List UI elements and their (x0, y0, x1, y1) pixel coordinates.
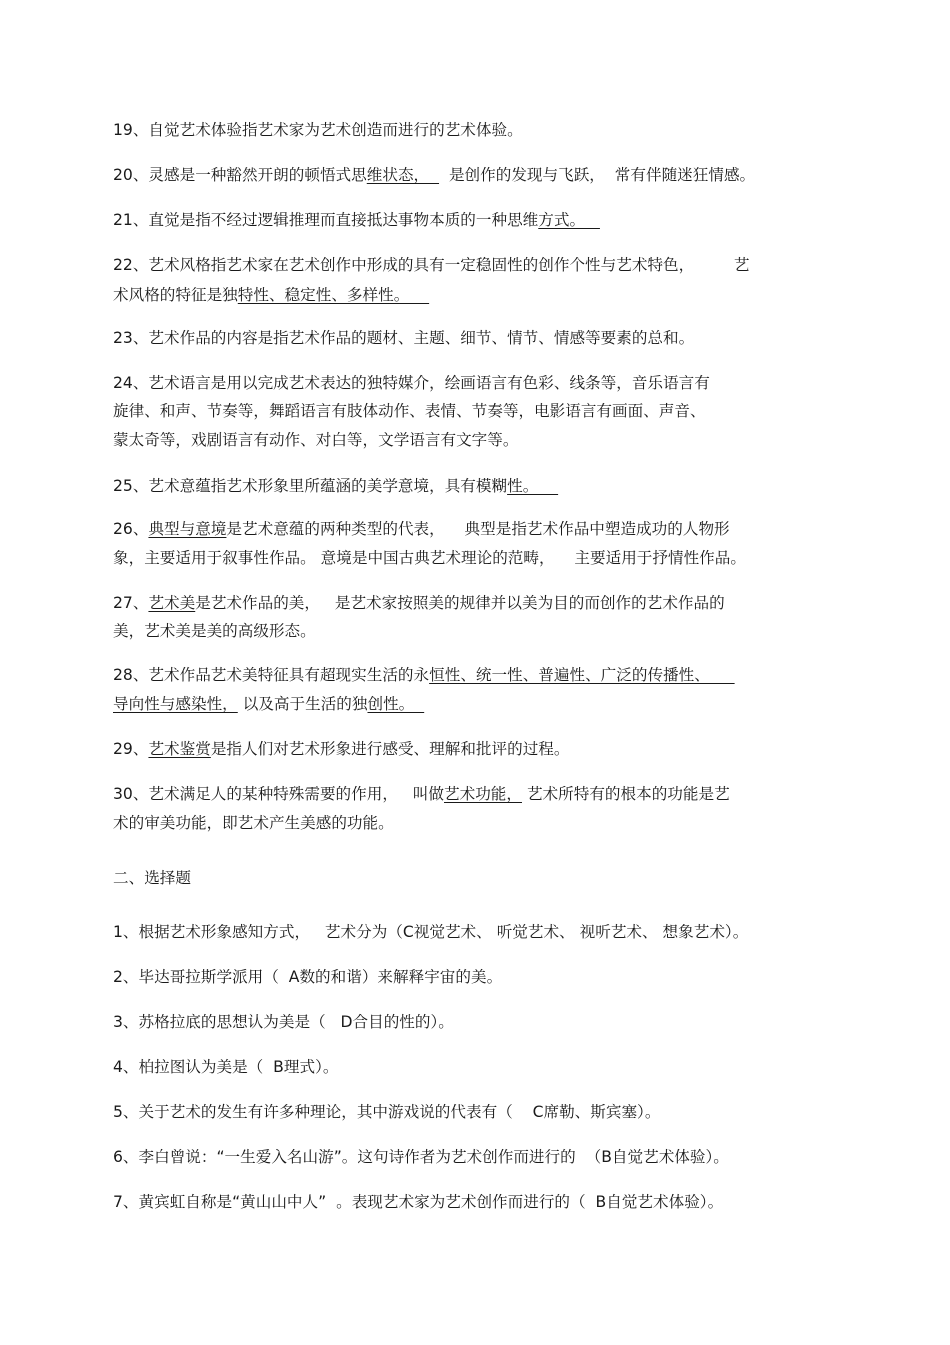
text-line (113, 784, 730, 804)
text-span: 2、毕达哥拉斯学派用（ A数的和谐）来解释宇宙的美。 (113, 968, 503, 986)
text-line (113, 210, 600, 230)
text-line (113, 967, 502, 987)
underlined-answer: 特性、稳定性、多样性。 (237, 286, 430, 304)
text-span: 29、 (113, 740, 149, 758)
text-span: 旋律、和声、节奏等，舞蹈语言有肢体动作、表情、节奏等，电影语言有画面、声音、 (113, 402, 706, 420)
text-line (113, 593, 725, 613)
text-line (113, 1057, 338, 1077)
underlined-answer: 恒性、统一性、普遍性、广泛的传播性、 (429, 666, 735, 684)
text-line (113, 430, 518, 450)
text-span: 以及高于生活的独 (237, 695, 368, 713)
text-span: 22、艺术风格指艺术家在艺术创作中形成的具有一定稳固性的创作个性与艺术特色， 艺 (113, 256, 750, 274)
text-span: 5、关于艺术的发生有许多种理论，其中游戏说的代表有（ C席勒、斯宾塞）。 (113, 1103, 661, 1121)
text-span: 28、艺术作品艺术美特征具有超现实生活的永 (113, 666, 430, 684)
text-span: 27、 (113, 594, 149, 612)
underlined-answer: 艺术鉴赏 (148, 740, 211, 758)
section-heading (113, 868, 191, 888)
text-line (113, 255, 749, 275)
text-line (113, 665, 735, 685)
text-line (113, 813, 394, 833)
text-span: 26、 (113, 520, 149, 538)
text-line (113, 120, 523, 140)
text-span: 25、艺术意蕴指艺术形象里所蕴涵的美学意境，具有模糊 (113, 477, 508, 495)
text-line (113, 548, 746, 568)
text-span: 艺术所特有的根本的功能是艺 (521, 785, 730, 803)
text-span: 是艺术意蕴的两种类型的代表， 典型是指艺术作品中塑造成功的人物形 (226, 520, 730, 538)
text-span: 美，艺术美是美的高级形态。 (113, 622, 316, 640)
text-line (113, 519, 730, 539)
underlined-answer: 方式。 (538, 211, 600, 229)
text-span: 3、苏格拉底的思想认为美是（ D合目的性的）。 (113, 1013, 454, 1031)
text-line (113, 373, 710, 393)
underlined-answer: 艺术美 (148, 594, 196, 612)
text-line (113, 401, 706, 421)
text-span: 术的审美功能，即艺术产生美感的功能。 (113, 814, 394, 832)
text-span: 是创作的发现与飞跃， 常有伴随迷狂情感。 (439, 166, 756, 184)
text-line (113, 328, 694, 348)
text-line (113, 165, 755, 185)
text-line (113, 1012, 454, 1032)
underlined-answer: 维状态， (366, 166, 440, 184)
text-span: 6、李白曾说：“一生爱入名山游”。这句诗作者为艺术创作而进行的 （B自觉艺术体验）。 (113, 1148, 729, 1166)
text-span: 象，主要适用于叙事性作品。 意境是中国古典艺术理论的范畴， 主要适用于抒情性作品。 (113, 549, 746, 567)
text-span: 二、选择题 (113, 869, 191, 887)
text-line (113, 476, 558, 496)
text-span: 术风格的特征是独 (113, 286, 238, 304)
text-span: 21、直觉是指不经过逻辑推理而直接抵达事物本质的一种思维 (113, 211, 539, 229)
underlined-answer: 导向性与感染性， (113, 695, 238, 713)
text-line (113, 922, 748, 942)
text-line (113, 621, 316, 641)
text-span: 24、艺术语言是用以完成艺术表达的独特媒介，绘画语言有色彩、线条等，音乐语言有 (113, 374, 710, 392)
text-span: 30、艺术满足人的某种特殊需要的作用， 叫做 (113, 785, 444, 803)
text-span: 23、艺术作品的内容是指艺术作品的题材、主题、细节、情节、情感等要素的总和。 (113, 329, 695, 347)
text-span: 7、黄宾虹自称是“黄山山中人” 。表现艺术家为艺术创作而进行的（ B自觉艺术体验）。 (113, 1193, 724, 1211)
text-line (113, 739, 570, 759)
text-line (113, 285, 429, 305)
text-span: 19、自觉艺术体验指艺术家为艺术创造而进行的艺术体验。 (113, 121, 523, 139)
text-span: 4、柏拉图认为美是（ B理式）。 (113, 1058, 339, 1076)
text-span: 蒙太奇等，戏剧语言有动作、对白等，文学语言有文字等。 (113, 431, 519, 449)
text-line (113, 1192, 723, 1212)
underlined-answer: 创性。 (367, 695, 425, 713)
text-line (113, 694, 424, 714)
text-line (113, 1102, 660, 1122)
text-span: 是艺术作品的美， 是艺术家按照美的规律并以美为目的而创作的艺术作品的 (195, 594, 725, 612)
underlined-answer: 艺术功能， (444, 785, 522, 803)
text-line (113, 1147, 729, 1167)
text-span: 20、灵感是一种豁然开朗的顿悟式思 (113, 166, 367, 184)
text-span: 1、根据艺术形象感知方式， 艺术分为（C视觉艺术、 听觉艺术、 视听艺术、 想象艺术）。 (113, 923, 749, 941)
text-span: 是指人们对艺术形象进行感受、理解和批评的过程。 (210, 740, 570, 758)
underlined-answer: 性。 (507, 477, 559, 495)
underlined-answer: 典型与意境 (148, 520, 227, 538)
